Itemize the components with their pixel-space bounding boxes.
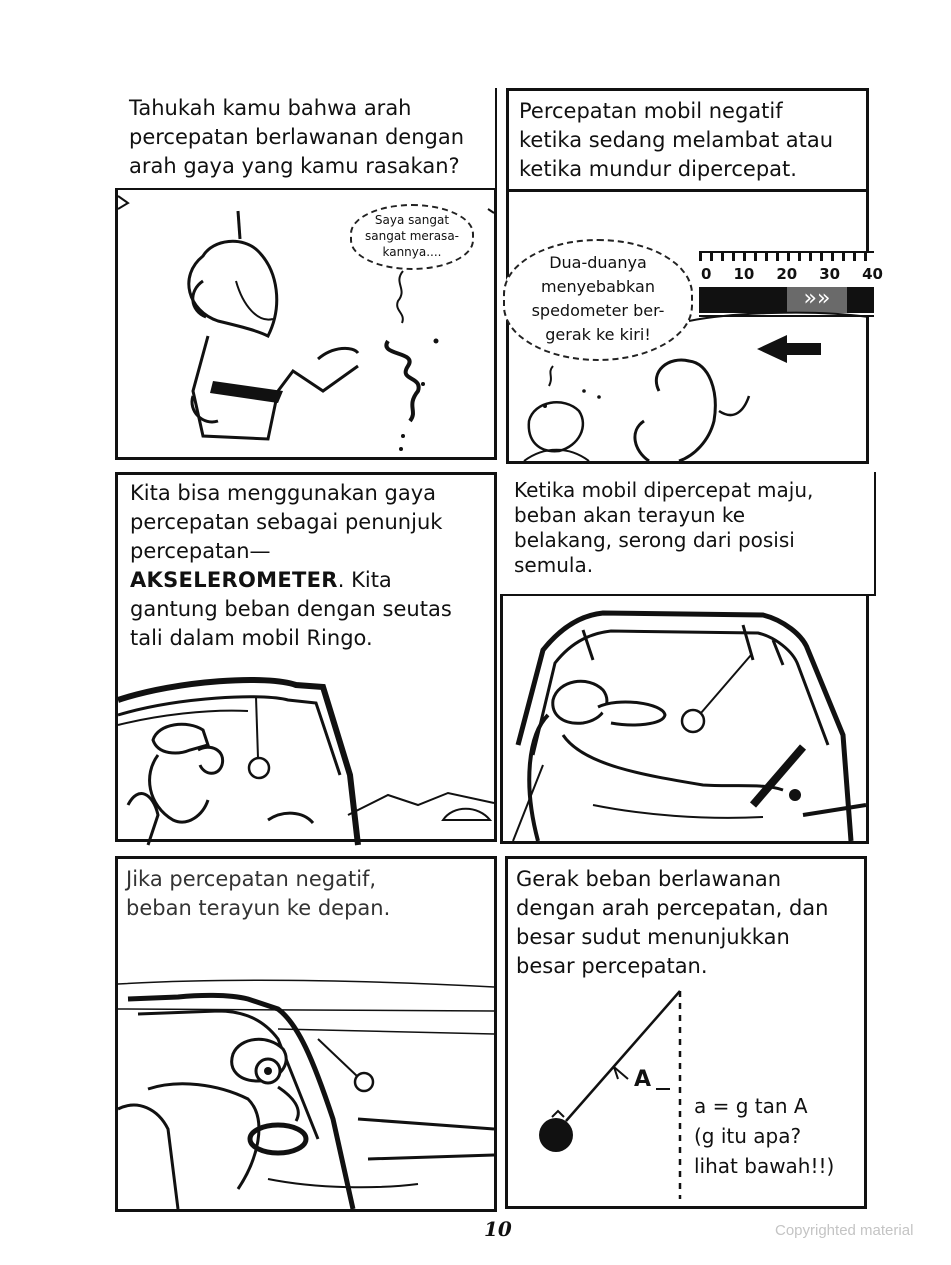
page-number: 10 <box>484 1217 512 1241</box>
caption-fragment: . Kita <box>337 568 392 592</box>
tick-label: 0 <box>701 265 712 283</box>
bubble-line: menyebabkan <box>541 277 655 296</box>
tick-label: 40 <box>862 265 883 283</box>
girl-explaining-illustration <box>118 91 494 461</box>
tick-label: 20 <box>776 265 798 283</box>
caption-line: gantung beban dengan seutas <box>130 597 452 621</box>
panel-6 <box>505 856 867 1209</box>
panel-1 <box>115 88 497 460</box>
panel-4 <box>500 472 869 844</box>
caption-line: besar percepatan. <box>516 954 708 978</box>
caption-line: ketika sedang melambat atau <box>519 128 834 152</box>
bubble-line: Saya sangat <box>374 213 450 227</box>
caption-line: arah gaya yang kamu rasakan? <box>129 154 460 178</box>
caption-line: beban akan terayun ke <box>514 503 746 527</box>
formula-block <box>694 1091 834 1181</box>
caption-line: Ketika mobil dipercepat maju, <box>514 478 814 502</box>
bubble-line: gerak ke kiri! <box>545 325 651 344</box>
bubble-line: kannya.... <box>382 245 442 259</box>
copyright-notice: Copyrighted material <box>775 1222 914 1239</box>
driver-and-girl-illustration <box>509 91 869 465</box>
caption-line: beban terayun ke depan. <box>126 896 391 920</box>
panel-5 <box>115 856 497 1212</box>
caption-line: semula. <box>514 553 594 577</box>
bubble-line: spedometer ber- <box>531 301 665 320</box>
accelerometer-term: AKSELEROMETER <box>130 568 338 592</box>
caption-line: percepatan— <box>130 539 271 563</box>
angle-label: A <box>634 1067 652 1092</box>
formula-line: lihat bawah!!) <box>694 1154 835 1178</box>
caption-line: tali dalam mobil Ringo. <box>130 626 373 650</box>
tick-label: 30 <box>819 265 841 283</box>
caption-line: percepatan berlawanan dengan <box>129 125 465 149</box>
caption-line: percepatan sebagai penunjuk <box>130 510 443 534</box>
left-arrow-icon <box>757 335 821 363</box>
panel-3 <box>115 472 497 842</box>
tick-label: 10 <box>733 265 755 283</box>
ringo-braking-illustration <box>118 859 494 1209</box>
panel-2 <box>506 88 883 464</box>
caption-line: Percepatan mobil negatif <box>519 99 783 123</box>
caption-line: Tahukah kamu bahwa arah <box>129 96 412 120</box>
driver-accelerating-illustration <box>503 475 866 841</box>
caption-line: belakang, serong dari posisi <box>514 528 795 552</box>
caption-line: Gerak beban berlawanan <box>516 867 782 891</box>
caption-line: Kita bisa menggunakan gaya <box>130 481 437 505</box>
formula-line: a = g tan A <box>694 1094 808 1118</box>
speedometer-arrows: »» <box>787 287 847 313</box>
caption-line: Jika percepatan negatif, <box>126 867 377 891</box>
caption-line: ketika mundur dipercepat. <box>519 157 797 181</box>
bubble-line: Dua-duanya <box>549 253 647 272</box>
ringo-car-illustration <box>118 475 494 845</box>
formula-line: (g itu apa? <box>694 1124 802 1148</box>
bubble-line: sangat merasa- <box>365 229 459 243</box>
caption-line: besar sudut menunjukkan <box>516 925 790 949</box>
caption-line: dengan arah percepatan, dan <box>516 896 829 920</box>
